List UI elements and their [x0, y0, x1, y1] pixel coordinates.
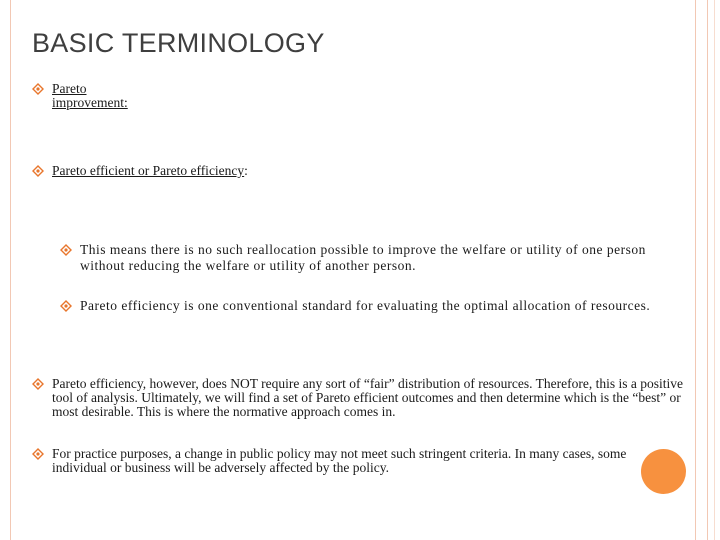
right-border-line [695, 0, 696, 540]
paragraph-text: For practice purposes, a change in public policy may not meet such stringent criteria. In many cases, some individual or business will be adversely affected by the policy. [52, 446, 627, 475]
diamond-swirl-bullet-icon [32, 448, 44, 460]
slide-title: BASIC TERMINOLOGY [32, 28, 325, 58]
right-border-line [707, 0, 708, 540]
term-label: Pareto efficient or Pareto efficiency [52, 163, 245, 178]
accent-circle [641, 449, 686, 494]
term-pareto-improvement: Pareto improvement: [52, 81, 128, 110]
diamond-swirl-bullet-icon [32, 83, 44, 95]
sub-bullet-text: Pareto efficiency is one conventional standard for evaluating the optimal allocation of resources. [80, 298, 651, 313]
right-border-line [714, 0, 715, 540]
diamond-swirl-bullet-icon [60, 244, 72, 256]
diamond-swirl-bullet-icon [32, 165, 44, 177]
diamond-swirl-bullet-icon [32, 378, 44, 390]
paragraph-text: Pareto efficiency, however, does NOT require any sort of “fair” distribution of resources. Therefore, this is a positive tool of analysis. Ultimately, we will find a set of Pareto efficient outcomes and then determine which is the “best” or most desirable. This is where the normative approach comes in. [52, 376, 684, 419]
left-border-line [10, 0, 11, 540]
term-pareto-efficiency [52, 164, 248, 178]
sub-bullet-text: This means there is no such reallocation possible to improve the welfare or utility of one person without reducing the welfare or utility of another person. [80, 242, 646, 273]
diamond-swirl-bullet-icon [60, 300, 72, 312]
term-suffix: : [244, 163, 248, 178]
